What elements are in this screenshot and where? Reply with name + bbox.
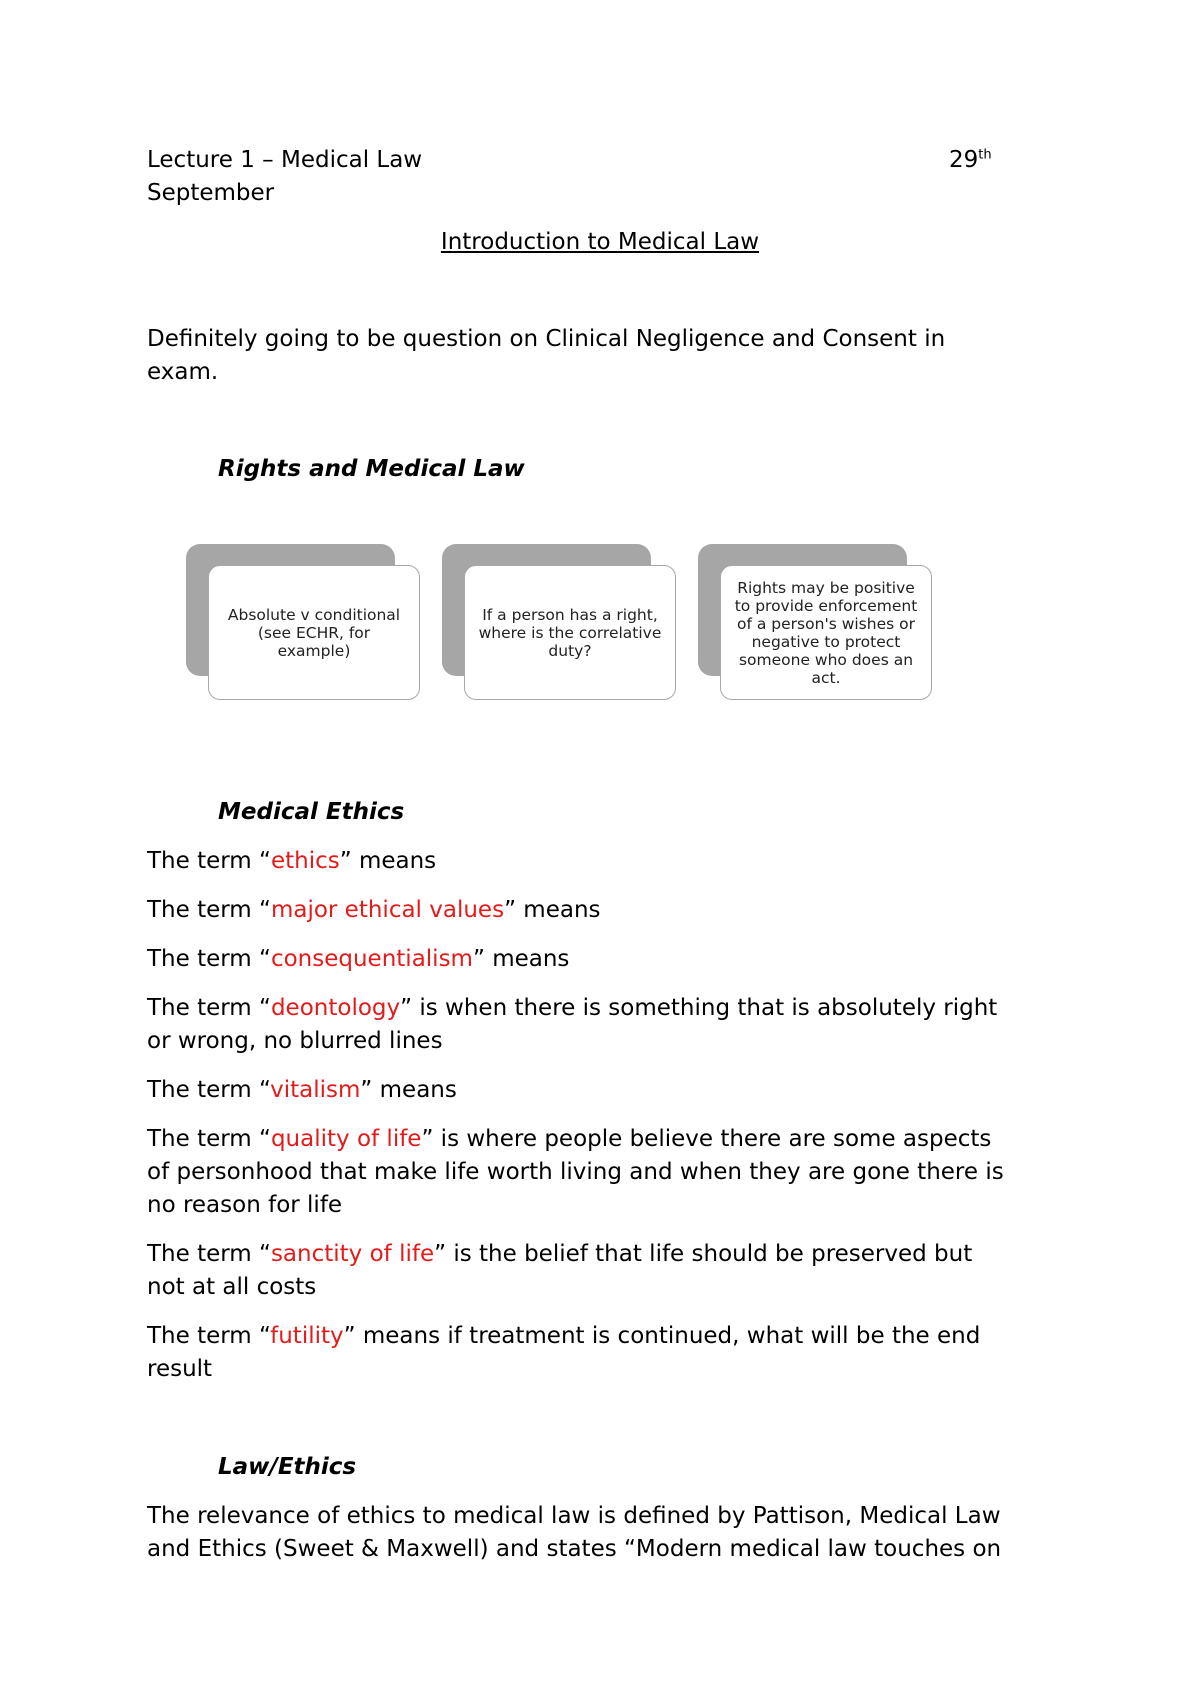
- term-line: [147, 845, 436, 877]
- term-highlight: consequentialism: [270, 946, 473, 972]
- law-ethics-line-2: and Ethics (Sweet & Maxwell) and states “Modern medical law touches on: [147, 1536, 1002, 1562]
- intro-line-2: exam.: [147, 359, 219, 385]
- term-prefix: The term “: [147, 1077, 271, 1103]
- term-highlight: ethics: [270, 848, 340, 874]
- term-highlight: futility: [270, 1323, 344, 1349]
- term-highlight: quality of life: [270, 1126, 422, 1152]
- law-ethics-heading: Law/Ethics: [218, 1454, 357, 1480]
- diagram-box-3: Rights may be positive to provide enforcement of a person's wishes or negative to protect someone who does an act.: [720, 565, 932, 700]
- term-suffix: ” is when there is something that is absolutely right: [400, 995, 998, 1021]
- page-title: Introduction to Medical Law: [440, 229, 760, 255]
- term-prefix: The term “: [147, 848, 271, 874]
- term-suffix: ” means: [504, 897, 601, 923]
- term-line: [147, 1320, 980, 1352]
- law-ethics-line-1: The relevance of ethics to medical law is defined by Pattison, Medical Law: [147, 1503, 1001, 1529]
- rights-heading: Rights and Medical Law: [218, 456, 525, 482]
- term-line: [147, 1238, 972, 1270]
- term-continuation: or wrong, no blurred lines: [147, 1028, 443, 1054]
- term-prefix: The term “: [147, 995, 271, 1021]
- term-suffix: ” is the belief that life should be preserved but: [434, 1241, 973, 1267]
- term-continuation: no reason for life: [147, 1192, 343, 1218]
- term-highlight: deontology: [270, 995, 401, 1021]
- term-line: [147, 943, 569, 975]
- date-day: [949, 144, 992, 176]
- term-prefix: The term “: [147, 946, 271, 972]
- term-prefix: The term “: [147, 1323, 271, 1349]
- term-continuation: not at all costs: [147, 1274, 317, 1300]
- term-highlight: vitalism: [270, 1077, 361, 1103]
- term-prefix: The term “: [147, 1126, 271, 1152]
- term-highlight: major ethical values: [270, 897, 505, 923]
- intro-line-1: Definitely going to be question on Clinical Negligence and Consent in: [147, 326, 946, 352]
- ethics-heading: Medical Ethics: [218, 799, 405, 825]
- term-continuation: result: [147, 1356, 213, 1382]
- term-suffix: ” means: [472, 946, 570, 972]
- lecture-title: Lecture 1 – Medical Law: [147, 147, 423, 173]
- term-line: [147, 992, 997, 1024]
- diagram-box-2: If a person has a right, where is the correlative duty?: [464, 565, 676, 700]
- diagram-box-1: Absolute v conditional (see ECHR, for example): [208, 565, 420, 700]
- term-prefix: The term “: [147, 897, 271, 923]
- date-month: September: [147, 180, 275, 206]
- term-line: [147, 1074, 457, 1106]
- term-suffix: ” means if treatment is continued, what will be the end: [343, 1323, 981, 1349]
- term-continuation: of personhood that make life worth living and when they are gone there is: [147, 1159, 1004, 1185]
- term-suffix: ” means: [339, 848, 437, 874]
- term-prefix: The term “: [147, 1241, 271, 1267]
- date-day-number: 29: [949, 147, 979, 173]
- term-line: [147, 894, 601, 926]
- term-suffix: ” means: [360, 1077, 457, 1103]
- term-highlight: sanctity of life: [270, 1241, 435, 1267]
- term-line: [147, 1123, 991, 1155]
- term-suffix: ” is where people believe there are some aspects: [421, 1126, 992, 1152]
- date-suffix: th: [978, 147, 992, 163]
